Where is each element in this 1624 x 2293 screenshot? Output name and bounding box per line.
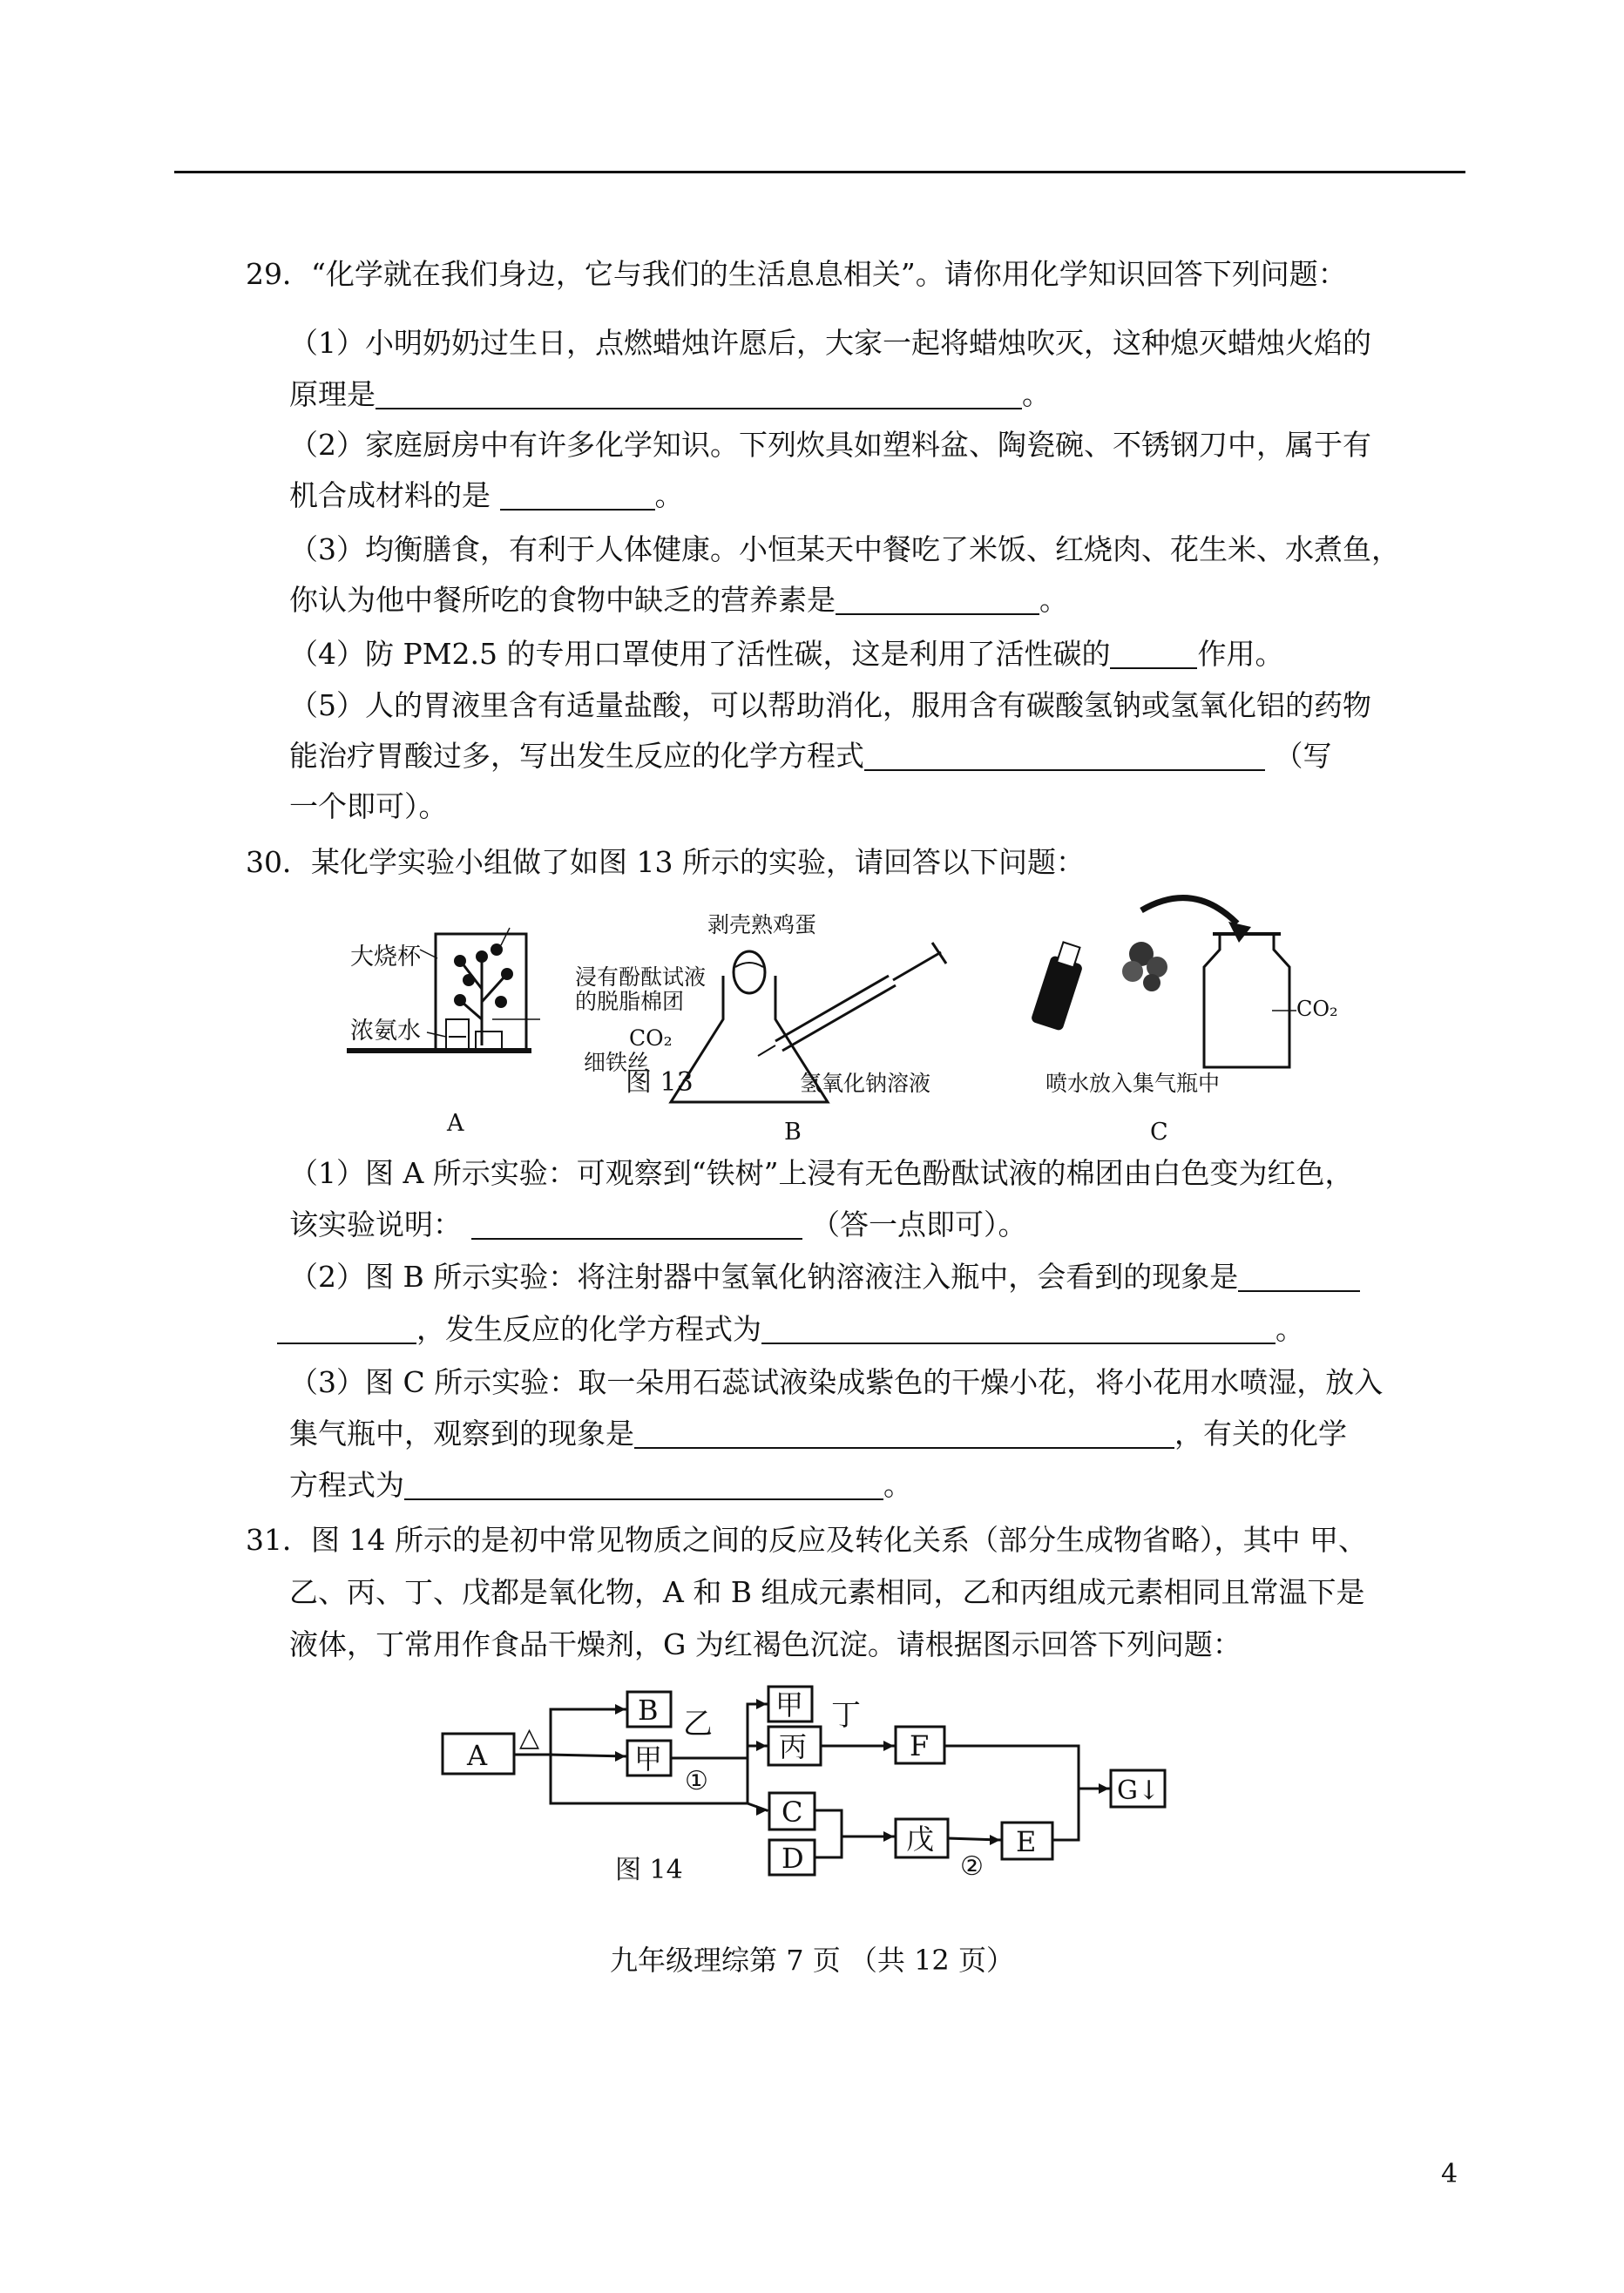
q31-line-1: 31．图 14 所示的是初中常见物质之间的反应及转化关系（部分生成物省略），其中 甲、 bbox=[246, 1523, 1367, 1557]
q30-p1a: （1）图 A 所示实验：可观察到“铁树”上浸有无色酚酞试液的棉团由白色变为红色， bbox=[289, 1156, 1354, 1190]
q30-p3c: ，有关的化学 bbox=[1174, 1417, 1347, 1451]
q29-p2: 机合成材料的是 。 bbox=[289, 478, 684, 512]
q30-p1 bbox=[289, 1206, 1027, 1244]
q29-p5b: 能治疗胃酸过多，写出发生反应的化学方程式 bbox=[289, 739, 864, 773]
c-arrow bbox=[1141, 898, 1237, 923]
c-spray-bottle bbox=[1031, 955, 1084, 1032]
a-ammonia-beaker bbox=[446, 1019, 469, 1049]
q29-p1b: 原理是 bbox=[289, 377, 376, 411]
q29-answer-4[interactable] bbox=[1110, 636, 1197, 669]
node-g: G↓ bbox=[1117, 1776, 1160, 1806]
a-label: A bbox=[447, 1110, 464, 1137]
node-d: D bbox=[782, 1842, 804, 1875]
q29-answer-2[interactable] bbox=[500, 477, 655, 511]
q30-p1c: （答一点即可）。 bbox=[811, 1207, 1027, 1241]
figure-13-c bbox=[1031, 898, 1338, 1146]
node-c: C bbox=[782, 1796, 803, 1829]
q30-p2b: ，发生反应的化学方程式为 bbox=[416, 1312, 761, 1346]
q29-p5d: 一个即可）。 bbox=[289, 789, 448, 823]
reaction-1-label: ① bbox=[685, 1766, 708, 1796]
q30-p2-cont: ，发生反应的化学方程式为 。 bbox=[277, 1310, 1304, 1349]
node-jia-2: 甲 bbox=[775, 1688, 804, 1721]
figure-13 bbox=[322, 889, 1338, 1150]
q30-p2 bbox=[289, 1258, 1360, 1296]
q29-p5a: （5）人的胃液里含有适量盐酸，可以帮助消化，服用含有碳酸氢钠或氢氧化铝的药物 bbox=[289, 688, 1371, 722]
q29-answer-3[interactable] bbox=[836, 582, 1039, 615]
q29-answer-1[interactable] bbox=[376, 376, 1022, 409]
c-flower bbox=[1122, 942, 1167, 991]
b-egg bbox=[734, 951, 765, 993]
a-cotton-label-1: 浸有酚酞试液 bbox=[575, 964, 707, 990]
b-syringe bbox=[758, 943, 946, 1056]
q29-p4b: 作用。 bbox=[1197, 637, 1284, 671]
heat-label: △ bbox=[519, 1722, 540, 1753]
node-a: A bbox=[467, 1739, 488, 1772]
q30-p3d: 方程式为 bbox=[289, 1468, 404, 1502]
q30-answer-3b[interactable] bbox=[404, 1467, 883, 1500]
q29-p3b: 你认为他中餐所吃的食物中缺乏的营养素是 bbox=[289, 583, 836, 617]
c-gas-jar bbox=[1204, 934, 1289, 1067]
q29-p1: 原理是 。 bbox=[289, 377, 1051, 411]
node-f: F bbox=[910, 1729, 930, 1762]
b-egg-label: 剥壳熟鸡蛋 bbox=[707, 912, 817, 937]
q29-p5 bbox=[289, 737, 1332, 775]
q29-stem: 29．“化学就在我们身边，它与我们的生活息息相关”。请你用化学知识回答下列问题： bbox=[246, 257, 1347, 291]
q29-p1a: （1）小明奶奶过生日，点燃蜡烛许愿后，大家一起将蜡烛吹灭，这种熄灭蜡烛火焰的 bbox=[289, 326, 1371, 360]
q29-p3a: （3）均衡膳食，有利于人体健康。小恒某天中餐吃了米饭、红烧肉、花生米、水煮鱼， bbox=[289, 532, 1400, 566]
yi-label: 乙 bbox=[683, 1707, 713, 1742]
q30-p3 bbox=[289, 1415, 1347, 1453]
q30-p2a: （2）图 B 所示实验：将注射器中氢氧化钠溶液注入瓶中，会看到的现象是 bbox=[289, 1260, 1239, 1294]
node-wu: 戊 bbox=[906, 1823, 935, 1856]
q30-stem: 30．某化学实验小组做了如图 13 所示的实验，请回答以下问题： bbox=[246, 845, 1085, 879]
node-jia: 甲 bbox=[634, 1742, 663, 1776]
q29-p3: 你认为他中餐所吃的食物中缺乏的营养素是 。 bbox=[289, 583, 1068, 617]
q30-p3-cont: 方程式为 。 bbox=[289, 1468, 912, 1502]
a-wire-label: 细铁丝 bbox=[584, 1050, 650, 1075]
q29-answer-5[interactable] bbox=[864, 738, 1265, 771]
q30-p3b: 集气瓶中，观察到的现象是 bbox=[289, 1417, 634, 1451]
figure-13-caption: 图 13 bbox=[626, 1067, 694, 1098]
q30-answer-2a[interactable] bbox=[1238, 1259, 1360, 1292]
a-cotton-label-2: 的脱脂棉团 bbox=[575, 989, 685, 1014]
node-bing: 丙 bbox=[779, 1730, 808, 1763]
q30-answer-3a[interactable] bbox=[634, 1416, 1174, 1449]
q30-answer-2b[interactable] bbox=[277, 1311, 416, 1344]
header-rule bbox=[174, 171, 1465, 173]
q30-p3a: （3）图 C 所示实验：取一朵用石蕊试液染成紫色的干燥小花，将小花用水喷湿，放入 bbox=[289, 1365, 1384, 1399]
q31-line-2: 乙、丙、丁、戊都是氧化物，A 和 B 组成元素相同，乙和丙组成元素相同且常温下是 bbox=[289, 1575, 1365, 1609]
node-b: B bbox=[638, 1694, 659, 1727]
q30-p1b: 该实验说明： bbox=[289, 1207, 462, 1241]
q29-p5c: （写 bbox=[1274, 739, 1332, 773]
c-gas-label: CO₂ bbox=[1296, 997, 1338, 1021]
q30-answer-2c[interactable] bbox=[761, 1311, 1276, 1344]
q29-p4a: （4）防 PM2.5 的专用口罩使用了活性碳，这是利用了活性碳的 bbox=[289, 637, 1111, 671]
q31-line-3: 液体，丁常用作食品干燥剂，G 为红褐色沉淀。请根据图示回答下列问题： bbox=[289, 1627, 1242, 1661]
figure-13-b bbox=[629, 912, 946, 1146]
b-label: B bbox=[784, 1119, 802, 1146]
a-beaker-label: 大烧杯 bbox=[350, 944, 421, 971]
figure-14 bbox=[427, 1673, 1194, 1908]
q29-p4 bbox=[289, 635, 1283, 673]
c-note-label: 喷水放入集气瓶中 bbox=[1045, 1071, 1221, 1096]
q29-p2a: （2）家庭厨房中有许多化学知识。下列炊具如塑料盆、陶瓷碗、不锈钢刀中，属于有 bbox=[289, 428, 1371, 462]
ding-label: 丁 bbox=[831, 1698, 861, 1733]
figure-14-caption: 图 14 bbox=[615, 1855, 683, 1885]
q29-p2b: 机合成材料的是 bbox=[289, 478, 491, 512]
node-e: E bbox=[1016, 1825, 1037, 1858]
q30-answer-1[interactable] bbox=[471, 1207, 802, 1240]
a-cotton-ball bbox=[476, 950, 488, 963]
reaction-2-label: ② bbox=[960, 1851, 984, 1882]
page-footer: 九年级理综第 7 页 （共 12 页） bbox=[610, 1944, 1014, 1977]
c-label: C bbox=[1150, 1119, 1168, 1146]
b-gas-label: CO₂ bbox=[629, 1025, 673, 1051]
page-number: 4 bbox=[1441, 2159, 1458, 2189]
b-naoh-label: 氢氧化钠溶液 bbox=[800, 1071, 931, 1096]
a-ammonia-label: 浓氨水 bbox=[350, 1018, 421, 1045]
